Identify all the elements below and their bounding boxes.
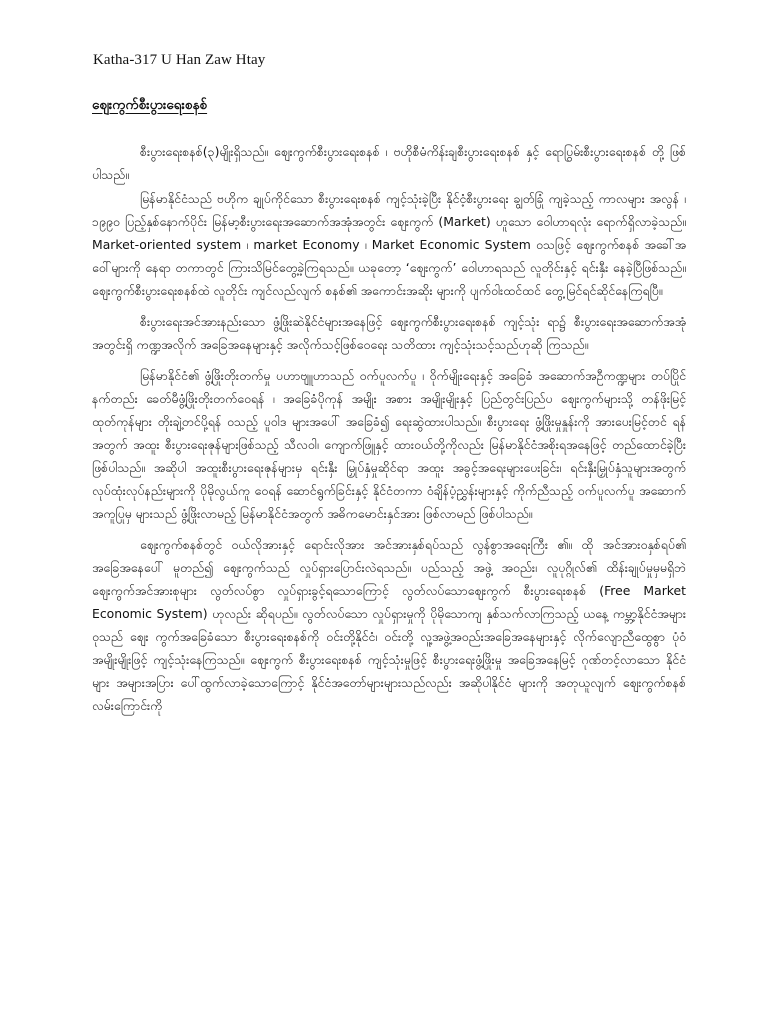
paragraph-2: မြန်မာနိုင်ငံသည် ဗဟိုက ချုပ်ကိုင်သော စီးပွားရေးစနစ် ကျင့်သုံးခဲ့ပြီး နိုင်ငံ့စီးပွားရေး ချွတ်ခြုံ ကျခဲ့သည့် ကာလများ အလွန် ၊ ၁၉၉၀ ပြည့်နှစ်နောက်ပိုင်း မြန်မာ့စီးပွားရေးအဆောက်အအုံအတွင်း ဈေးကွက် (Market) ဟူသော ဝေါဟာရလုံး ရောက်ရှိလာခဲ့သည်။ Market-oriented system ၊ market Economy ၊ Market Economic System ဝသဖြင့် ဈေးကွက်စနစ် အခေါ်အဝေါ်များကို နေရာ တကာတွင် ကြားသိမြင်တွေ့ခဲ့ကြရသည်။ ယခုတော့ ‘ဈေးကွက်’ ဝေါဟာရသည် လူတိုင်းနှင့် ရင်းနှီး နေခဲ့ပြီဖြစ်သည်။ ဈေးကွက်စီးပွားရေးစနစ်ထဲ လူတိုင်း ကျင်လည်လျက် စနစ်၏ အကောင်းအဆိုး များကို ပျက်ဝါးထင်ထင် တွေ့မြင်ရင်ဆိုင်နေကြရပြီ။	[92, 191, 686, 298]
paragraph-4: မြန်မာနိုင်ငံ၏ ဖွံ့ဖြိုးတိုးတက်မှု ပဟာဗျူဟာသည် ဝက်ပူလက်ပူ ၊ ဝိုက်မျိုးရေးနှင့် အခြေခံ အဆောက်အဦကဏ္ဍများ တပ်ပြိုင်နက်တည်း ခေတ်မီဖွံ့ဖြိုးတိုးတက်ဝေရန် ၊ အခြေခံပိုကုန် အမျိုး အစား အမျိုးမျိုးနှင့် ပြည်တွင်းပြည်ပ ဈေးကွက်များသို့ တန်ဖိုးမြင့် ထုတ်ကုန်များ တိုးချဲ့တင်ပို့ရန် ဝသည့် ပူဝါဒ များအပေါ် အခြေခံ၍ ရေးဆွဲထားပါသည်။ စီးပွားရေး ဖွံ့ဖြိုးမှုနှုန်းကို အားပေးမြင့်တင် ရန်အတွက် အထူး စီးပွားရေးဇုန်များဖြစ်သည့် သီလဝါ၊ ကျောက်ဖြူနှင့် ထားဝယ်တို့ကိုလည်း မြန်မာနိုင်ငံအစိုးရအနေဖြင့် တည်ထောင်ခဲ့ပြီး ဖြစ်ပါသည်။ အဆိုပါ အထူးစီးပွားရေးဇုန်များမှ ရင်းနှီး မြှုပ်နှံမှုဆိုင်ရာ အထူး အခွင့်အရေးများပေးခြင်း၊ ရင်းနှီးမြှုပ်နှံသူများအတွက် လုပ်ထုံးလုပ်နည်းများကို ပိုမိုလွယ်ကူ ဝေရန် ဆောင်ရွက်ခြင်းနှင့် နိုင်ငံတကာ ဝံချိန်ပံ့ညွှန်းများနှင့် ကိုက်ညီသည့် ဝက်ပူလက်ပူ အဆောက်အကူပြုမှ များသည် ဖွံ့ဖြိုးလာမည့် မြန်မာနိုင်ငံအတွက် အဓိကမောင်းနှင်အား ဖြစ်လာမည် ဖြစ်ပါသည်။	[92, 368, 686, 521]
document-title: ဈေးကွက်စီးပွားရေးစနစ်	[92, 97, 208, 113]
paragraph-5: ဈေးကွက်စနစ်တွင် ဝယ်လိုအားနှင့် ရောင်းလိုအား အင်အားနှစ်ရပ်သည် လွန်စွာအရေးကြီး ၏။ ထို အင်အားဝနှစ်ရပ်၏ အခြေအနေပေါ် မူတည်၍ ဈေးကွက်သည် လှုပ်ရှားပြောင်းလဲရသည်။ ပည်သည့် အဖွဲ့ အဝည်း၊ လူပုဂ္ဂိုလ်၏ ထိန်းချုပ်မှုမှမရှိဘဲ ဈေးကွက်အင်အားစုများ လွတ်လပ်စွာ လှုပ်ရှားခွင့်ရသောကြောင့် လွတ်လပ်သောဈေးကွက် စီးပွားရေးစနစ် (Free Market Economic System) ဟုလည်း ဆိုရပည်။ လွတ်လပ်သော လှုပ်ရှားမှုကို ပိုမိုသောကျ နှစ်သက်လာကြသည့် ယနေ့ ကမ္ဘာ့နိုင်ငံအများဝုသည် ဈေး ကွက်အခြေခံသော စီးပွားရေးစနစ်ကို ဝင်းတို့နိုင်ငံ၊ ဝင်းတို့ လူ့အဖွဲ့အဝည်းအခြေအနေများနှင့် လိုက်လျောညီထွေစွာ ပုံဝံအမျိုးမျိုးဖြင့် ကျင့်သုံးနေကြသည်။ ဈေးကွက် စီးပွားရေးစနစ် ကျင့်သုံးမှုဖြင့် စီးပွားရေးဖွံ့ဖြိုးမှု အခြေအနေမြင့် ဂုဏ်တင့်လာသော နိုင်ငံများ အများအပြား ပေါ်ထွက်လာခဲ့သောကြောင့် နိုင်ငံအတော်များများသည်လည်း အဆိုပါနိုင်ငံ များကို အတုယူလျက် ဈေးကွက်စနစ်လမ်းကြောင်းကို	[92, 537, 686, 713]
document-header: Katha-317 U Han Zaw Htay	[93, 52, 266, 68]
paragraph-1: စီးပွားရေးစနစ်(၃)မျိုးရှိသည်။ ဈေးကွက်စီးပွားရေးစနစ် ၊ ဗဟိုစီမံကိန်းချစီးပွားရေးစနစ် နှင့် ရောပြွမ်းစီးပွားရေးစနစ် တို့ ဖြစ်ပါသည်။	[92, 144, 686, 182]
paragraph-3: စီးပွားရေးအင်အားနည်းသော ဖွံ့ဖြိုးဆဲနိုင်ငံများအနေဖြင့် ဈေးကွက်စီးပွားရေးစနစ် ကျင့်သုံး ရာ၌ စီးပွားရေးအဆောက်အအုံအတွင်းရှိ ကဏ္ဍအလိုက် အခြေအနေများနှင့် အလိုက်သင့်ဖြစ်ဝေရေး သတိထား ကျင့်သုံးသင့်သည်ဟုဆို ကြသည်။	[92, 314, 686, 352]
document-body	[92, 140, 686, 725]
